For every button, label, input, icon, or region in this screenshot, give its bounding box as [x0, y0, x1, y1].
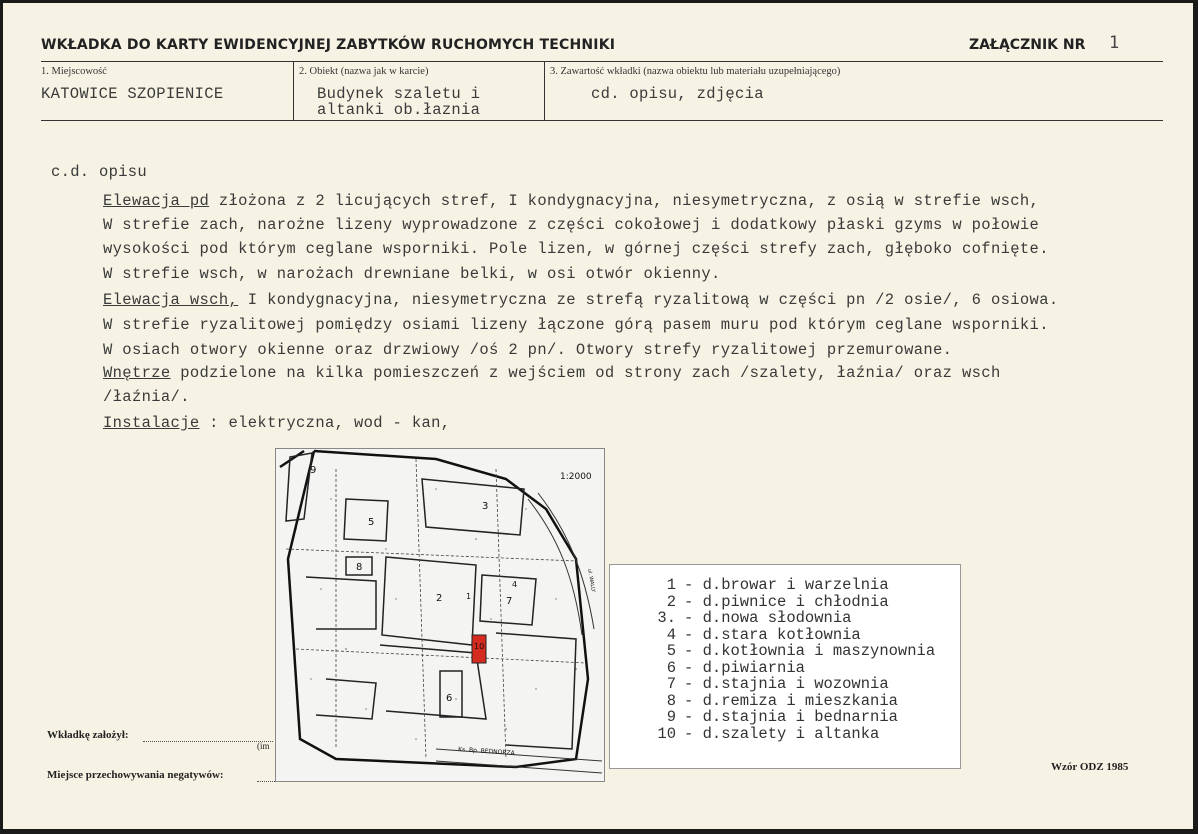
- field-divider-1: [293, 61, 294, 121]
- made-by-line: [143, 741, 273, 742]
- legend-number: 4: [666, 626, 676, 644]
- legend-text: - d.piwnice i chłodnia: [684, 593, 889, 611]
- body-line-5: [103, 291, 1059, 309]
- legend-number: 9: [666, 708, 676, 726]
- storage-label: Miejsce przechowywania negatywów:: [47, 769, 224, 781]
- legend-text: - d.stajnia i wozownia: [684, 675, 889, 693]
- legend-number: 6: [666, 659, 676, 677]
- body-line-3: wysokości pod którym ceglane wsporniki. Pole lizen, w górnej części strefy zach, głęboko cofnięte.: [103, 240, 1049, 258]
- attachment-number: 1: [1109, 33, 1120, 53]
- body-line-9: /łaźnia/.: [103, 388, 190, 406]
- legend-text: - d.piwiarnia: [684, 659, 805, 677]
- legend-number: 3.: [657, 609, 676, 627]
- made-by-label: Wkładkę założył:: [47, 729, 129, 741]
- header-rule: [41, 61, 1163, 62]
- body-line-8: [103, 364, 1001, 382]
- legend-text: - d.nowa słodownia: [684, 609, 852, 627]
- heading-interior: Wnętrze: [103, 364, 171, 382]
- map-label-8: 8: [356, 562, 363, 573]
- legend-row: [638, 725, 879, 743]
- legend-text: - d.stajnia i bednarnia: [684, 708, 898, 726]
- body-line-10: [103, 414, 450, 432]
- body-line-6: W strefie ryzalitowej pomiędzy osiami lizeny łączone górą pasem muru pod którym ceglane wsporniki.: [103, 316, 1049, 334]
- body-line-5-text: I kondygnacyjna, niesymetryczna ze strefą ryzalitową w części pn /2 osie/, 6 osiowa.: [238, 291, 1059, 309]
- map-label-7: 7: [506, 596, 513, 607]
- building-legend: [609, 564, 961, 769]
- legend-row: [638, 708, 898, 726]
- map-label-2: 2: [436, 593, 443, 604]
- heading-elevation-south: Elewacja pd: [103, 192, 210, 210]
- legend-number: 8: [666, 692, 676, 710]
- body-line-1-text: złożona z 2 licujących stref, I kondygnacyjna, niesymetryczna, z osią w strefie wsch,: [209, 192, 1040, 210]
- made-by-suffix: (im: [257, 741, 270, 751]
- legend-number: 10: [657, 725, 676, 743]
- legend-number: 2: [666, 593, 676, 611]
- legend-number: 5: [666, 642, 676, 660]
- body-line-1: [103, 192, 1039, 210]
- field-3-label: 3. Zawartość wkładki (nazwa obiektu lub materiału uzupełniającego): [550, 66, 841, 77]
- map-label-10: 10: [474, 642, 485, 651]
- legend-number: 1: [666, 576, 676, 594]
- legend-row: [638, 609, 851, 627]
- heading-elevation-east: Elewacja wsch,: [103, 291, 239, 309]
- legend-text: - d.stara kotłownia: [684, 626, 861, 644]
- legend-text: - d.browar i warzelnia: [684, 576, 889, 594]
- legend-row: [638, 642, 935, 660]
- field-3-value: cd. opisu, zdjęcia: [591, 85, 764, 103]
- field-1-label: 1. Miejscowość: [41, 66, 107, 77]
- fields-rule: [41, 120, 1163, 121]
- form-title: WKŁADKA DO KARTY EWIDENCYJNEJ ZABYTKÓW RUCHOMYCH TECHNIKI: [41, 37, 616, 53]
- site-plan-drawing: [276, 449, 604, 781]
- map-label-5: 5: [368, 517, 375, 528]
- form-pattern: Wzór ODZ 1985: [1051, 761, 1129, 773]
- map-label-1: 1: [466, 592, 472, 601]
- heading-installations: Instalacje: [103, 414, 200, 432]
- legend-text: - d.szalety i altanka: [684, 725, 880, 743]
- map-street-right: ul. WALLY: [586, 568, 597, 593]
- legend-text: - d.remiza i mieszkania: [684, 692, 898, 710]
- legend-number: 7: [666, 675, 676, 693]
- storage-line: [257, 781, 275, 782]
- map-label-9: 9: [310, 465, 317, 476]
- intro-text: c.d. opisu: [51, 163, 148, 181]
- map-label-4: 4: [512, 580, 518, 589]
- map-street-bottom: Ks. Bp. BEDNORZA: [457, 746, 515, 757]
- legend-text: - d.kotłownia i maszynownia: [684, 642, 936, 660]
- body-line-2: W strefie zach, narożne lizeny wyprowadzone z części cokołowej i dodatkowy płaski gzyms w połowie: [103, 216, 1040, 234]
- site-plan-image: [275, 448, 605, 782]
- body-line-10-text: : elektryczna, wod - kan,: [199, 414, 451, 432]
- map-scale: 1:2000: [560, 472, 592, 482]
- field-1-value: KATOWICE SZOPIENICE: [41, 85, 224, 103]
- map-label-6: 6: [446, 693, 453, 704]
- legend-row: [638, 576, 889, 594]
- body-line-7: W osiach otwory okienne oraz drzwiowy /oś 2 pn/. Otwory strefy ryzalitowej przemurowane.: [103, 341, 953, 359]
- field-2-label: 2. Obiekt (nazwa jak w karcie): [299, 66, 429, 77]
- field-2-value-line2: altanki ob.łaznia: [317, 101, 481, 119]
- map-label-3: 3: [482, 501, 489, 512]
- field-divider-2: [544, 61, 545, 121]
- legend-row: [638, 675, 889, 693]
- field-2-value-line1: Budynek szaletu i: [317, 85, 481, 103]
- body-line-4: W strefie wsch, w narożach drewniane belki, w osi otwór okienny.: [103, 265, 721, 283]
- attachment-label: ZAŁĄCZNIK NR: [969, 37, 1086, 53]
- inventory-card: [3, 3, 1193, 829]
- body-line-8-text: podzielone na kilka pomieszczeń z wejściem od strony zach /szalety, łaźnia/ oraz wsch: [170, 364, 1001, 382]
